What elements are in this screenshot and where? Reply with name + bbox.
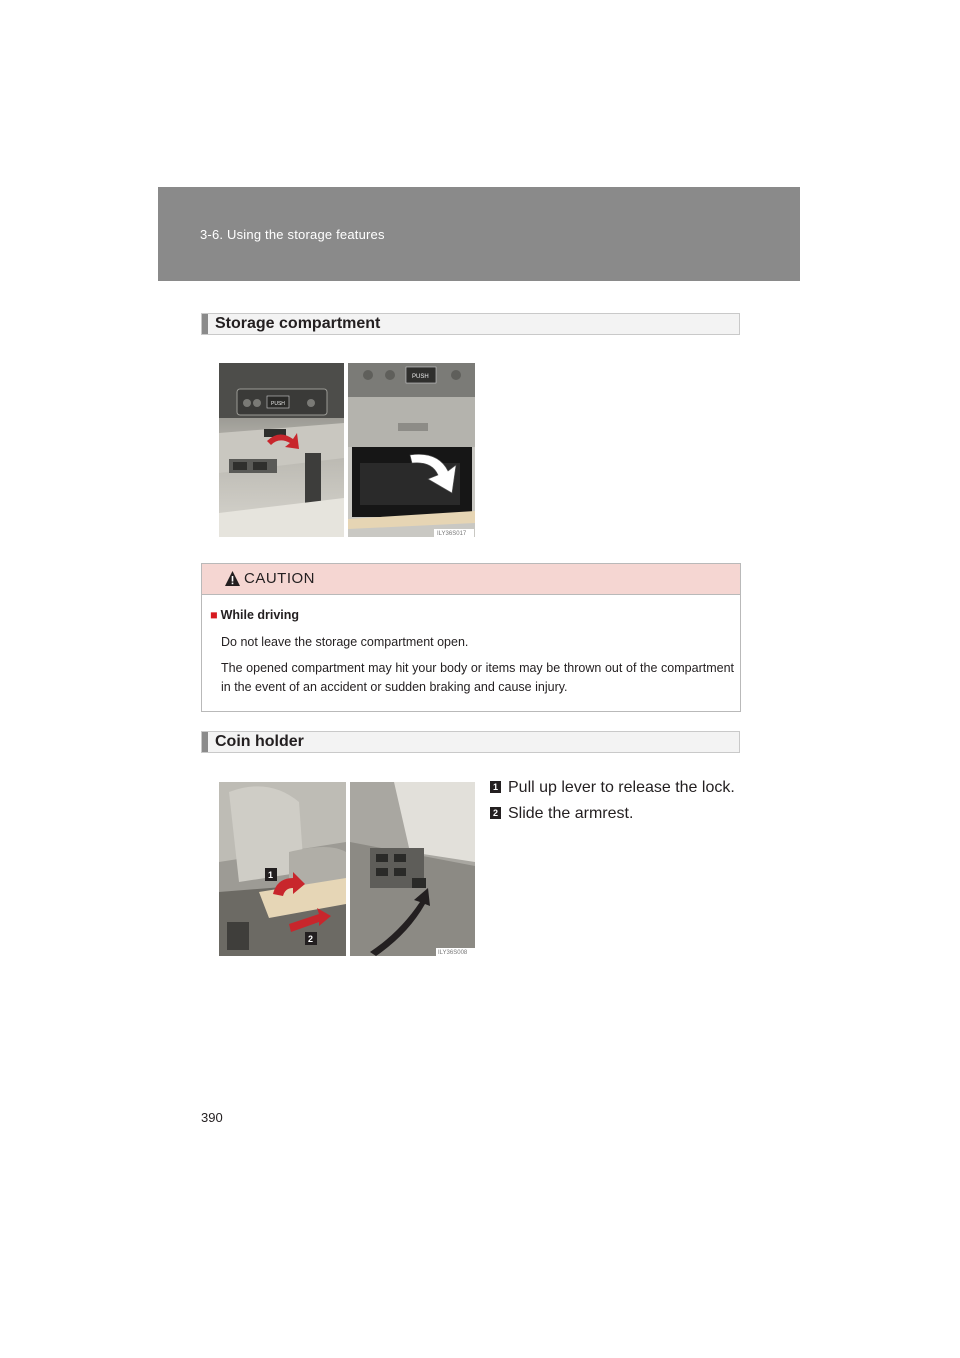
- caution-paragraph-2: The opened compartment may hit your body or items may be thrown out of the compartment in the event of an accident or sudden braking and cause injury.: [221, 661, 734, 694]
- caution-header: [202, 564, 740, 595]
- coin-step-1: [490, 779, 735, 797]
- page-number: 390: [201, 1110, 223, 1125]
- storage-compartment-heading: [201, 313, 740, 335]
- step-number-1: 1: [490, 781, 501, 793]
- step-1-marker: 1: [268, 870, 274, 880]
- step-number-2: 2: [490, 807, 501, 819]
- storage-photo-left: [219, 363, 344, 537]
- coin-photo-left: [219, 782, 346, 956]
- caution-subheading-text: While driving: [220, 608, 300, 622]
- push-label-right: PUSH: [412, 374, 429, 380]
- push-label-left: PUSH: [271, 401, 285, 407]
- caution-paragraph-1: Do not leave the storage compartment open.: [221, 635, 469, 649]
- coin-step-2: [490, 805, 633, 823]
- coin-photo-right: [350, 782, 475, 956]
- section-label: 3-6. Using the storage features: [200, 227, 385, 242]
- caution-label: CAUTION: [244, 570, 315, 587]
- storage-compartment-title: Storage compartment: [215, 315, 381, 332]
- warning-icon: [224, 570, 241, 587]
- step-2-marker: 2: [308, 934, 314, 944]
- step-text-1: Pull up lever to release the lock.: [508, 779, 735, 796]
- coin-holder-title: Coin holder: [215, 733, 304, 750]
- header-band: [158, 187, 800, 281]
- step-text-2: Slide the armrest.: [508, 805, 634, 822]
- square-bullet-icon: ■: [210, 608, 218, 622]
- caution-box: [201, 563, 741, 712]
- coin-photo-code: ILY36S008: [438, 950, 468, 956]
- storage-photo-right: [348, 363, 475, 537]
- caution-subheading: [210, 608, 299, 622]
- coin-holder-heading: [201, 731, 740, 753]
- storage-photo-code: ILY36S017: [437, 531, 467, 537]
